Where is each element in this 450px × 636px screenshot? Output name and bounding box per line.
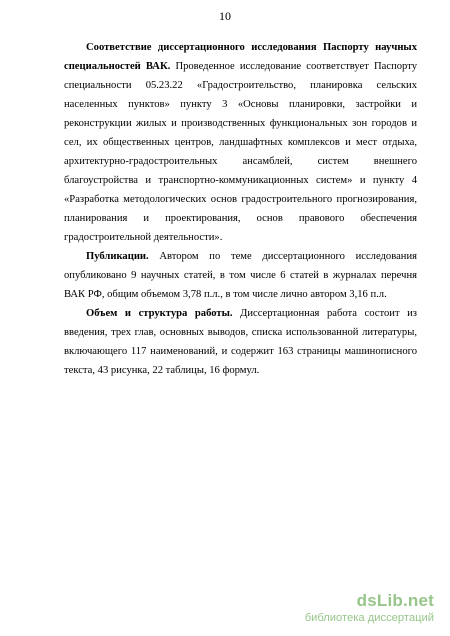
document-body: [64, 38, 417, 380]
paragraph-heading: Объем и структура работы.: [86, 308, 233, 319]
watermark-subtitle: библиотека диссертаций: [304, 612, 434, 624]
paragraph-text: Диссертационная работа состоит из введения, трех глав, основных выводов, списка использованной литературы, включающего 117 наименований, и содержит 163 страницы машинописного текста, 43 рисунка, 22 таблицы, 16 формул.: [64, 308, 417, 376]
paragraph-text: Проведенное исследование соответствует Паспорту специальности 05.23.22 «Градостроительство, планировка сельских населенных пунктов» пункту 3 «Основы планировки, застройки и реконструкции жилых и производственных функциональных зон городов и сел, их общественных центров, ландшафтных комплексов и мест отдыха, архитектурно-градостроительных ансамблей, систем внешнего благоустройства и транспортно-коммуникационных систем» и пункту 4 «Разработка методологических основ градостроительного прогнозирования, планирования и проектирования, основ правового обеспечения градостроительной деятельности».: [64, 61, 417, 243]
paragraph-text: Автором по теме диссертационного исследования опубликовано 9 научных статей, в том числе 6 статей в журналах перечня ВАК РФ, общим объемом 3,78 п.л., в том числе лично автором 3,16 п.л.: [64, 251, 417, 300]
page-number: 10: [219, 9, 231, 23]
watermark[interactable]: [290, 591, 442, 631]
paragraph-publications: [64, 247, 417, 304]
paragraph-passport-compliance: [64, 38, 417, 247]
watermark-logo[interactable]: dsLib.net: [356, 591, 434, 610]
paragraph-heading: Соответствие диссертационного исследования Паспорту научных специальностей ВАК.: [64, 42, 417, 72]
paragraph-structure: [64, 304, 417, 380]
paragraph-heading: Публикации.: [86, 251, 149, 262]
